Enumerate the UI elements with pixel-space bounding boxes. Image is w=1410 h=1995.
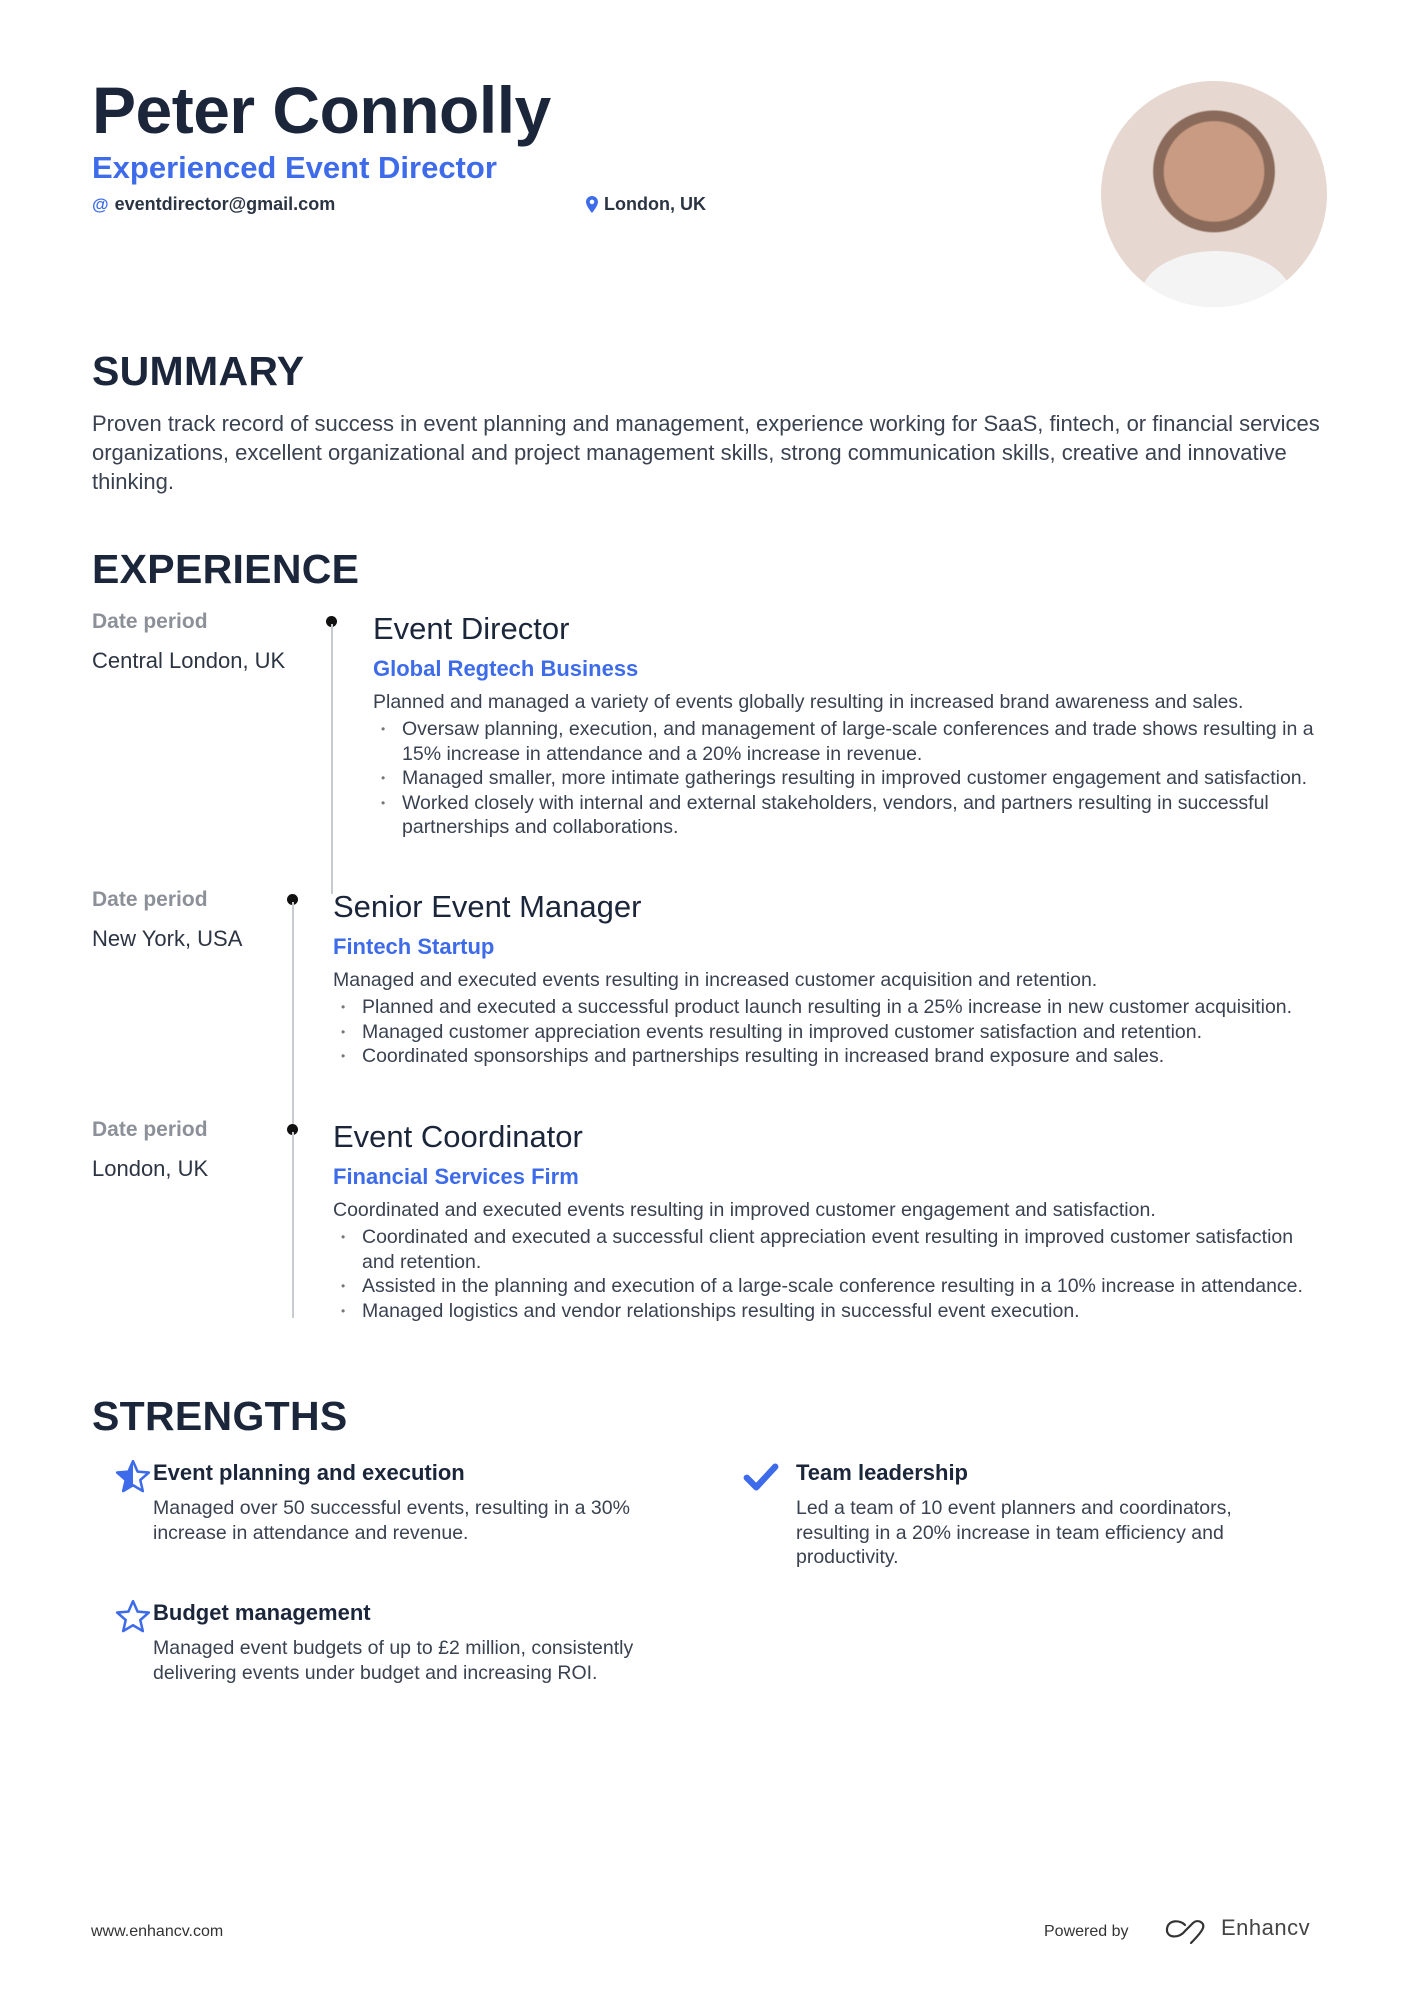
timeline-line <box>331 624 333 894</box>
website-link[interactable]: www.enhancv.com <box>91 1923 224 1940</box>
job-description: Coordinated and executed events resulting in improved customer engagement and satisfaction. <box>333 1199 1156 1221</box>
bullet: • Worked closely with internal and external stakeholders, vendors, and partners resulting in successful partnerships and collaborations. <box>373 791 1353 840</box>
company-name: Financial Services Firm <box>333 1164 579 1189</box>
company-name: Fintech Startup <box>333 934 495 959</box>
bullet: • Oversaw planning, execution, and management of large-scale conferences and trade shows resulting in a 15% increase in attendance and a 20% increase in revenue. <box>373 717 1353 766</box>
powered-by-label: Powered by <box>1044 1923 1129 1940</box>
bullet: • Managed smaller, more intimate gatherings resulting in improved customer engagement and satisfaction. <box>373 766 1353 791</box>
job-description: Managed and executed events resulting in increased customer acquisition and retention. <box>333 969 1098 991</box>
company-name: Global Regtech Business <box>373 656 639 681</box>
strength-title: Budget management <box>153 1600 371 1625</box>
strength-description: Managed over 50 successful events, resulting in a 30% increase in attendance and revenue. <box>153 1497 630 1544</box>
date-period: Date period <box>92 1118 208 1141</box>
strength-item <box>742 1460 1282 1570</box>
bullet: • Managed customer appreciation events resulting in improved customer satisfaction and retention. <box>333 1020 1313 1045</box>
email-text: eventdirector@gmail.com <box>114 194 336 214</box>
email-contact[interactable] <box>92 194 335 215</box>
location-contact <box>586 194 706 215</box>
job-role: Event Director <box>373 611 570 646</box>
strength-title: Event planning and execution <box>153 1460 465 1485</box>
job-location: Central London, UK <box>92 648 286 673</box>
bullet: • Managed logistics and vendor relationships resulting in successful event execution. <box>333 1299 1313 1324</box>
at-icon: @ <box>92 194 109 214</box>
date-period: Date period <box>92 610 208 633</box>
date-period: Date period <box>92 888 208 911</box>
location-pin-icon <box>586 196 598 213</box>
candidate-title: Experienced Event Director <box>92 150 497 185</box>
job-location: New York, USA <box>92 926 243 951</box>
job-role: Event Coordinator <box>333 1119 583 1154</box>
experience-heading: EXPERIENCE <box>92 546 360 592</box>
bullet: • Assisted in the planning and execution of a large-scale conference resulting in a 10% increase in attendance. <box>333 1274 1313 1299</box>
job-role: Senior Event Manager <box>333 889 642 924</box>
candidate-name: Peter Connolly <box>92 73 551 147</box>
star-half-icon <box>114 1458 152 1496</box>
timeline-line <box>292 902 294 1124</box>
location-text: London, UK <box>604 194 706 214</box>
strength-item <box>114 1600 674 1685</box>
check-icon <box>742 1458 780 1496</box>
bullet: • Coordinated and executed a successful client appreciation event resulting in improved customer satisfaction and retention. <box>333 1225 1313 1274</box>
strength-title: Team leadership <box>796 1460 968 1485</box>
strength-description: Managed event budgets of up to £2 million, consistently delivering events under budget and increasing ROI. <box>153 1637 634 1684</box>
enhancv-brand[interactable]: Enhancv <box>1221 1915 1311 1940</box>
job-description: Planned and managed a variety of events globally resulting in increased brand awareness and sales. <box>373 691 1244 713</box>
strength-item <box>114 1460 674 1545</box>
enhancv-logo-icon <box>1163 1917 1211 1945</box>
bullet: • Coordinated sponsorships and partnerships resulting in increased brand exposure and sales. <box>333 1044 1313 1069</box>
star-outline-icon <box>114 1598 152 1636</box>
timeline-line <box>292 1132 294 1318</box>
job-location: London, UK <box>92 1156 209 1181</box>
summary-heading: SUMMARY <box>92 348 305 394</box>
strength-description: Led a team of 10 event planners and coordinators, resulting in a 20% increase in team efficiency and productivity. <box>796 1497 1232 1568</box>
bullet: • Planned and executed a successful product launch resulting in a 25% increase in new customer acquisition. <box>333 995 1313 1020</box>
summary-text: Proven track record of success in event planning and management, experience working for SaaS, fintech, or financial services organizations, excellent organizational and project management skills, strong communication skills, creative and innovative thinking. <box>92 411 1320 494</box>
strengths-heading: STRENGTHS <box>92 1393 348 1439</box>
profile-photo <box>1101 81 1327 307</box>
